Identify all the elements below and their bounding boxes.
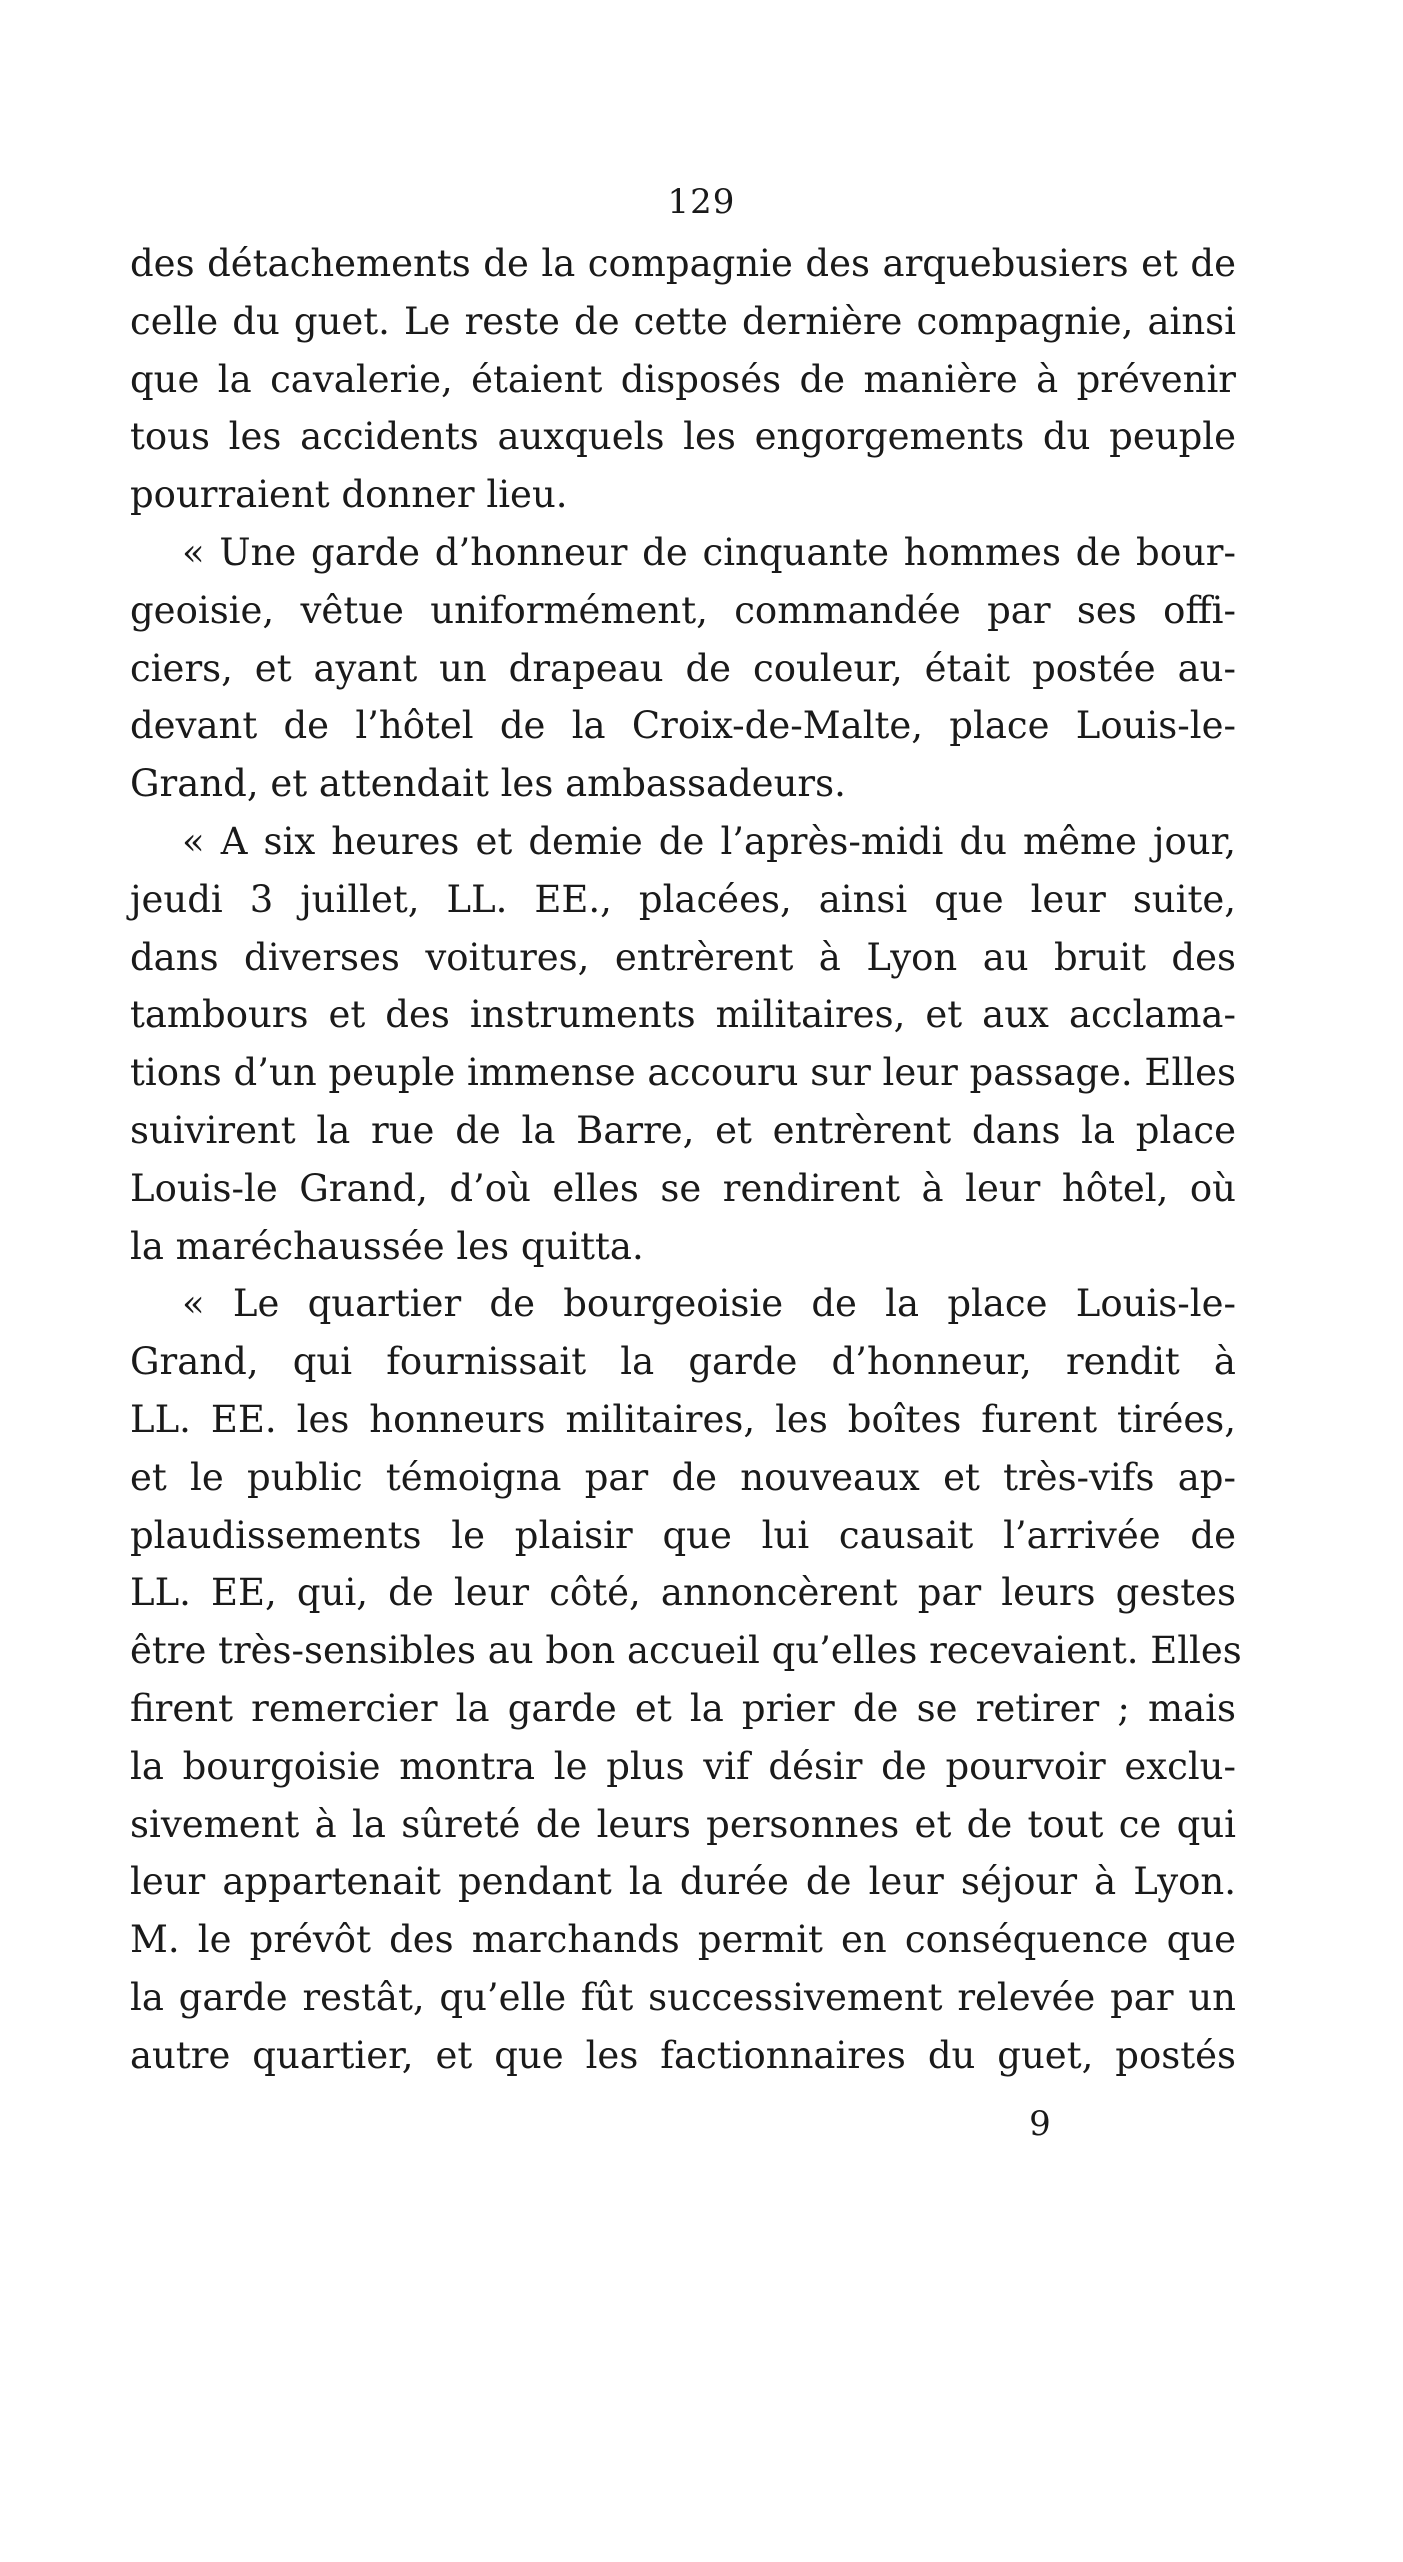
text-line: être très-sensibles au bon accueil qu’elles recevaient. Elles — [130, 1629, 1242, 1673]
text-line: devant de l’hôtel de la Croix-de-Malte, place Louis-le- — [130, 704, 1236, 748]
text-line: M. le prévôt des marchands permit en conséquence que — [130, 1918, 1236, 1962]
text-line: celle du guet. Le reste de cette dernière compagnie, ainsi — [130, 299, 1236, 343]
text-line: Grand, et attendait les ambassadeurs. — [130, 762, 846, 806]
text-line: dans diverses voitures, entrèrent à Lyon au bruit des — [130, 935, 1236, 979]
text-line: ciers, et ayant un drapeau de couleur, était postée au- — [130, 646, 1236, 690]
text-line: la garde restât, qu’elle fût successivement relevée par un — [130, 1975, 1236, 2019]
text-line: sivement à la sûreté de leurs personnes et de tout ce qui — [130, 1802, 1236, 1846]
text-line: leur appartenait pendant la durée de leur séjour à Lyon. — [130, 1860, 1236, 1904]
paragraph-start-line: « A six heures et demie de l’après-midi du même jour, — [182, 819, 1236, 863]
text-line: Louis-le Grand, d’où elles se rendirent à leur hôtel, où — [130, 1166, 1236, 1210]
text-line: firent remercier la garde et la prier de se retirer ; mais — [130, 1686, 1236, 1730]
text-line: geoisie, vêtue uniformément, commandée par ses offi- — [130, 588, 1236, 632]
text-line: jeudi 3 juillet, LL. EE., placées, ainsi que leur suite, — [130, 877, 1236, 921]
signature-mark: 9 — [1029, 2104, 1051, 2144]
text-line: LL. EE, qui, de leur côté, annoncèrent par leurs gestes — [130, 1571, 1236, 1615]
text-line: pourraient donner lieu. — [130, 473, 568, 517]
text-line: suivirent la rue de la Barre, et entrèrent dans la place — [130, 1108, 1236, 1152]
paragraph-start-line: « Le quartier de bourgeoisie de la place Louis-le- — [182, 1282, 1236, 1326]
text-line: tions d’un peuple immense accouru sur leur passage. Elles — [130, 1051, 1236, 1095]
text-line: tous les accidents auxquels les engorgements du peuple — [130, 415, 1236, 459]
text-line: et le public témoigna par de nouveaux et très-vifs ap- — [130, 1455, 1236, 1499]
body-text — [130, 235, 1242, 2085]
text-line: LL. EE. les honneurs militaires, les boîtes furent tirées, — [130, 1397, 1236, 1441]
text-line: que la cavalerie, étaient disposés de manière à prévenir — [130, 357, 1236, 401]
text-line: autre quartier, et que les factionnaires du guet, postés — [130, 2033, 1236, 2077]
text-line: Grand, qui fournissait la garde d’honneur, rendit à — [130, 1340, 1236, 1384]
text-line: la bourgoisie montra le plus vif désir de pourvoir exclu- — [130, 1744, 1236, 1788]
text-line: plaudissements le plaisir que lui causait l’arrivée de — [130, 1513, 1236, 1557]
text-line: la maréchaussée les quitta. — [130, 1224, 644, 1268]
paragraph-start-line: « Une garde d’honneur de cinquante hommes de bour- — [182, 530, 1236, 574]
text-line: des détachements de la compagnie des arquebusiers et de — [130, 242, 1236, 285]
text-line: tambours et des instruments militaires, et aux acclama- — [130, 993, 1236, 1037]
page-number: 129 — [667, 182, 736, 222]
